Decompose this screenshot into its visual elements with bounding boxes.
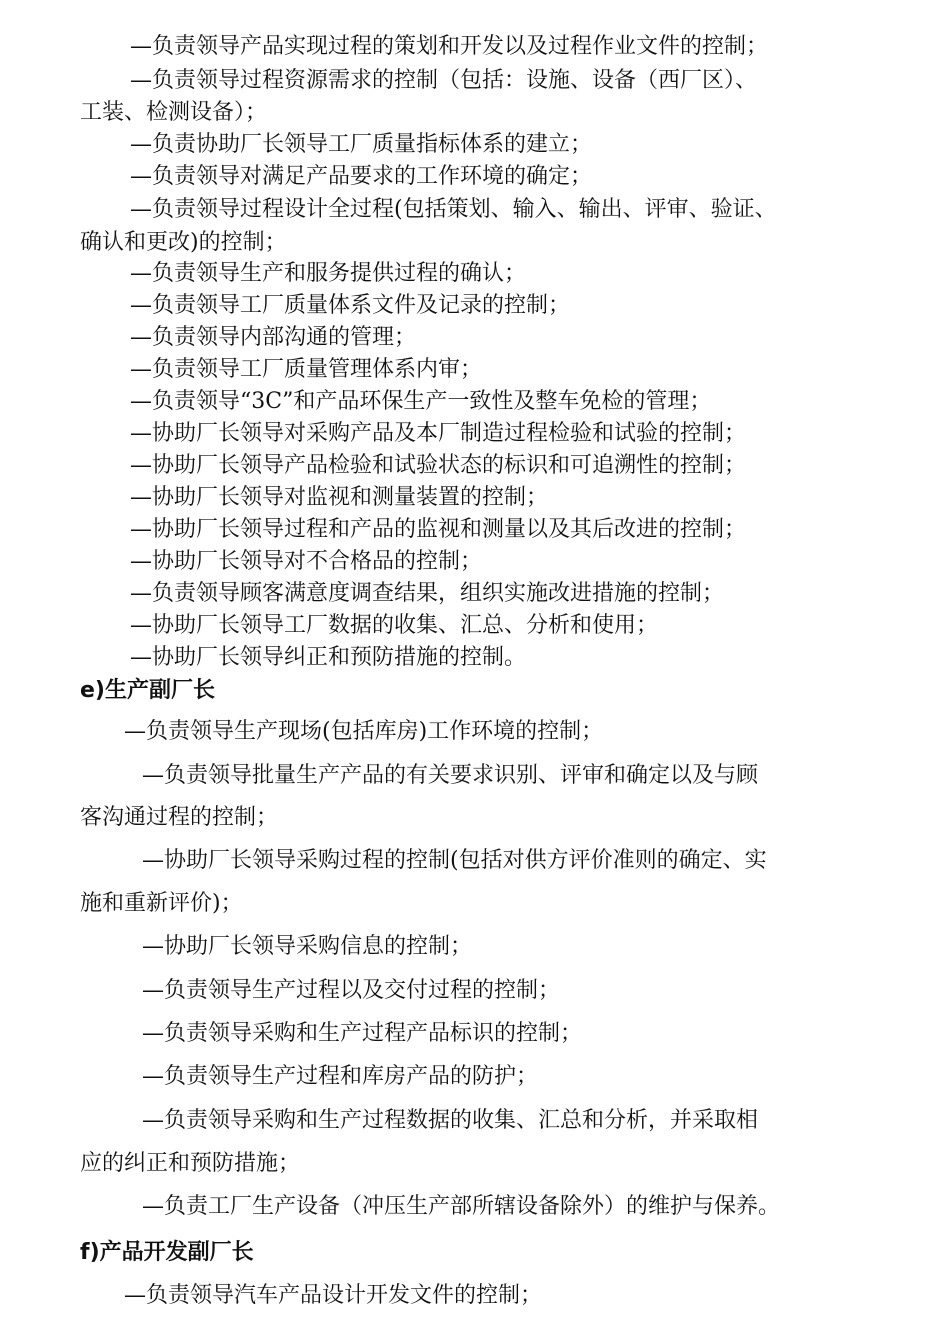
duty-line: —协助厂长领导对采购产品及本厂制造过程检验和试验的控制；: [130, 421, 747, 446]
duty-line: —负责领导生产和服务提供过程的确认；: [130, 261, 527, 286]
duty-line: —协助厂长领导产品检验和试验状态的标识和可追溯性的控制；: [130, 453, 747, 478]
duty-line: —协助厂长领导过程和产品的监视和测量以及其后改进的控制；: [130, 517, 747, 542]
duty-line: —负责领导对满足产品要求的工作环境的确定；: [130, 164, 593, 189]
duty-line: —负责领导内部沟通的管理；: [130, 325, 417, 350]
duty-line: —负责领导“3C”和产品环保生产一致性及整车免检的管理；: [130, 389, 712, 414]
duty-line: —负责领导工厂质量体系文件及记录的控制；: [130, 293, 571, 318]
duty-line: —协助厂长领导对监视和测量装置的控制；: [130, 485, 549, 510]
duty-line: —负责领导汽车产品设计开发文件的控制；: [124, 1283, 543, 1308]
duty-line: —负责领导过程设计全过程(包括策划、输入、输出、评审、验证、: [130, 197, 777, 222]
duty-line: —负责领导采购和生产过程产品标识的控制；: [142, 1021, 583, 1046]
duty-line-continuation: 确认和更改)的控制；: [80, 230, 287, 255]
duty-line: —负责领导产品实现过程的策划和开发以及过程作业文件的控制；: [130, 34, 769, 59]
duty-line: —协助厂长领导采购信息的控制；: [142, 934, 473, 959]
duty-line: —协助厂长领导工厂数据的收集、汇总、分析和使用；: [130, 613, 659, 638]
duty-line: —协助厂长领导纠正和预防措施的控制。: [130, 645, 527, 670]
duty-line: —协助厂长领导采购过程的控制(包括对供方评价准则的确定、实: [142, 848, 767, 873]
duty-line: —负责领导工厂质量管理体系内审；: [130, 357, 483, 382]
duty-line: —负责协助厂长领导工厂质量指标体系的建立；: [130, 132, 593, 157]
section-heading-production: e)生产副厂长: [80, 678, 215, 703]
duty-line-continuation: 应的纠正和预防措施；: [80, 1151, 301, 1176]
duty-line: —负责领导生产过程以及交付过程的控制；: [142, 978, 561, 1003]
duty-line-continuation: 工装、检测设备）；: [80, 100, 268, 125]
duty-line: —负责工厂生产设备（冲压生产部所辖设备除外）的维护与保养。: [142, 1194, 781, 1219]
duty-line-continuation: 客沟通过程的控制；: [80, 805, 279, 830]
duty-line: —负责领导批量生产产品的有关要求识别、评审和确定以及与顾: [142, 763, 759, 788]
section-heading-product-development: f)产品开发副厂长: [80, 1240, 254, 1265]
duty-line: —负责领导生产现场(包括库房)工作环境的控制；: [124, 719, 604, 744]
duty-line-continuation: 施和重新评价)；: [80, 891, 243, 916]
duty-line: —负责领导过程资源需求的控制（包括：设施、设备（西厂区）、: [130, 68, 758, 93]
duty-line: —负责领导生产过程和库房产品的防护；: [142, 1064, 539, 1089]
duty-line: —协助厂长领导对不合格品的控制；: [130, 549, 483, 574]
duty-line: —负责领导采购和生产过程数据的收集、汇总和分析，并采取相: [142, 1108, 759, 1133]
duty-line: —负责领导顾客满意度调查结果，组织实施改进措施的控制；: [130, 581, 725, 606]
